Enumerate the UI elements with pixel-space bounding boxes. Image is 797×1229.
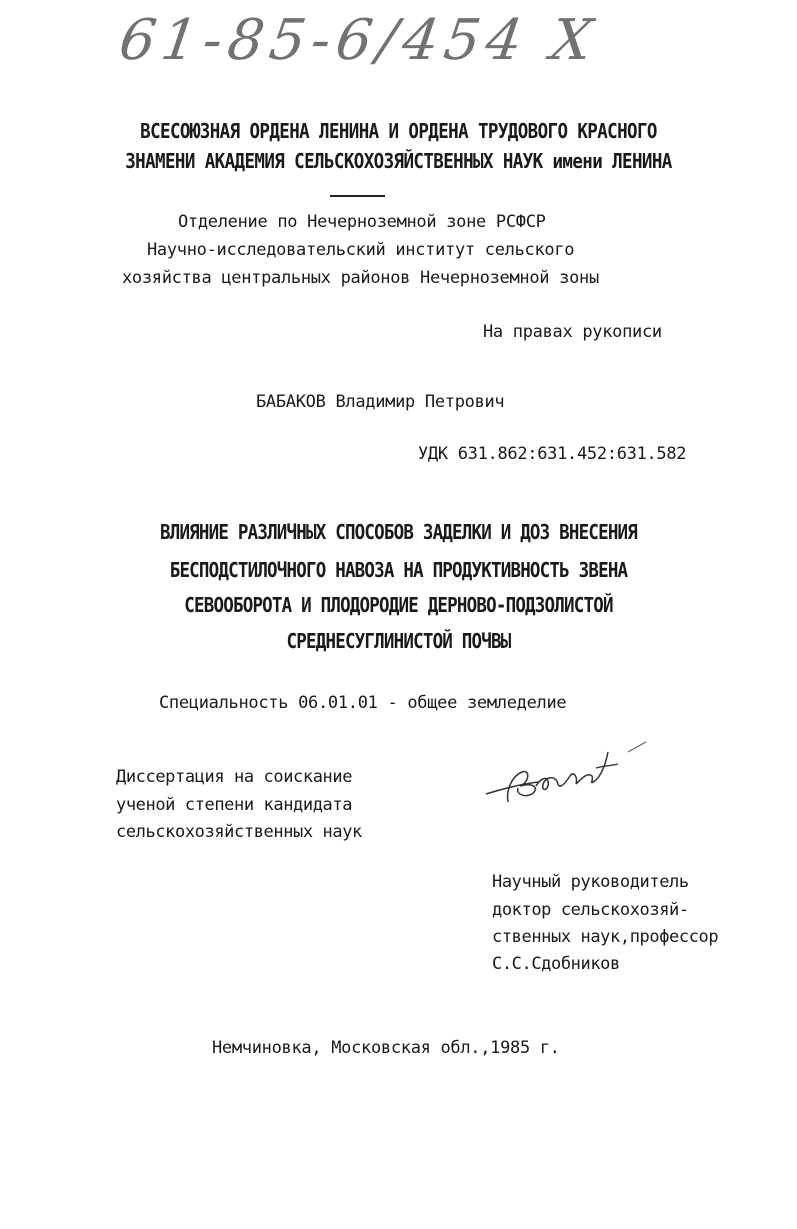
institution-line-2: ЗНАМЕНИ АКАДЕМИЯ СЕЛЬСКОХОЗЯЙСТВЕННЫХ НАУК имени ЛЕНИНА — [125, 150, 672, 174]
author-name: БАБАКОВ Владимир Петрович — [256, 392, 505, 412]
place-and-year: Немчиновка, Московская обл.,1985 г. — [212, 1038, 560, 1058]
title-line-3: СЕВООБОРОТА И ПЛОДОРОДИЕ ДЕРНОВО-ПОДЗОЛИСТОЙ — [184, 594, 613, 618]
author-signature — [478, 732, 658, 812]
supervisor-line-1: Научный руководитель — [492, 872, 689, 892]
department-line-1: Отделение по Нечерноземной зоне РСФСР — [178, 212, 546, 232]
department-line-3: хозяйства центральных районов Нечерноземной зоны — [122, 268, 599, 288]
dissertation-line-3: сельскохозяйственных наук — [116, 822, 362, 842]
supervisor-line-3: ственных наук,профессор — [492, 927, 719, 947]
department-line-2: Научно-исследовательский институт сельского — [147, 240, 575, 260]
specialty: Специальность 06.01.01 - общее земледелие — [159, 693, 567, 713]
supervisor-name: С.С.Сдобников — [492, 954, 620, 974]
dissertation-line-1: Диссертация на соискание — [116, 767, 353, 787]
supervisor-line-2: доктор сельскохозяй- — [492, 900, 689, 920]
title-line-2: БЕСПОДСТИЛОЧНОГО НАВОЗА НА ПРОДУКТИВНОСТЬ ЗВЕНА — [169, 559, 628, 583]
manuscript-note: На правах рукописи — [483, 322, 662, 342]
udc-code: УДК 631.862:631.452:631.582 — [418, 444, 687, 464]
title-line-4: СРЕДНЕСУГЛИНИСТОЙ ПОЧВЫ — [286, 630, 511, 654]
dissertation-line-2: ученой степени кандидата — [116, 795, 353, 815]
institution-line-1: ВСЕСОЮЗНАЯ ОРДЕНА ЛЕНИНА И ОРДЕНА ТРУДОВОГО КРАСНОГО — [140, 120, 657, 144]
archive-stamp-handwritten: 61-85-6/454 X — [115, 8, 602, 73]
header-divider — [330, 195, 385, 197]
title-line-1: ВЛИЯНИЕ РАЗЛИЧНЫХ СПОСОБОВ ЗАДЕЛКИ И ДОЗ ВНЕСЕНИЯ — [159, 521, 638, 545]
